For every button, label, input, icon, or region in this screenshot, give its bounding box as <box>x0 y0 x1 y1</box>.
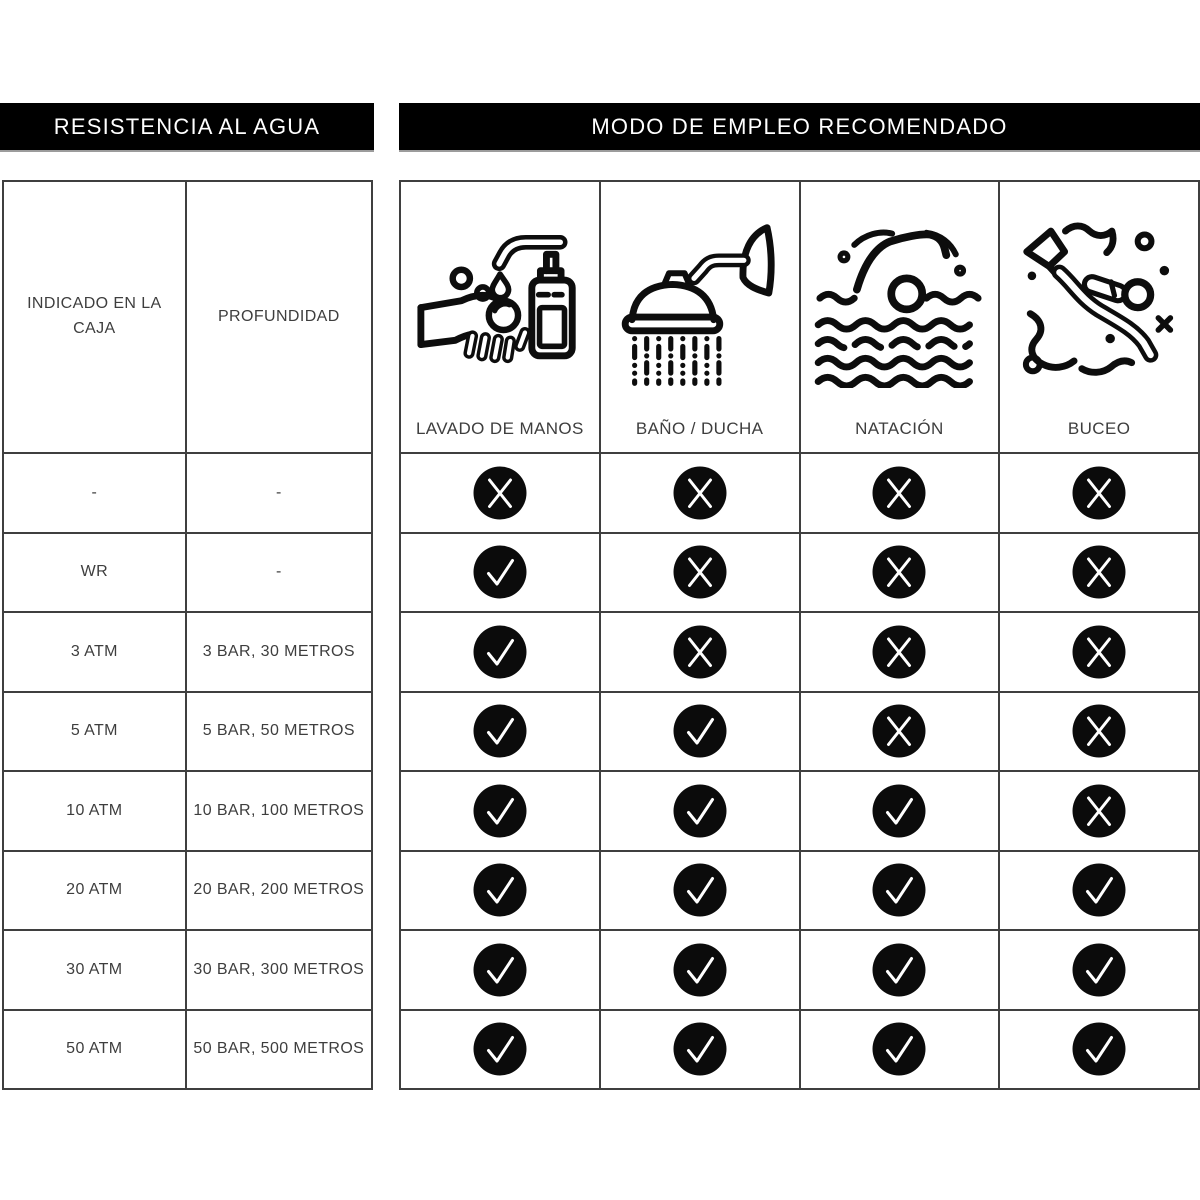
check-mark <box>801 772 999 850</box>
cell-profundidad: - <box>187 534 371 612</box>
check-mark <box>601 931 799 1009</box>
column-header-lavado <box>401 182 599 452</box>
cell-indicado-caja: - <box>4 454 185 532</box>
column-label-ducha: BAÑO / DUCHA <box>635 419 764 438</box>
cell-profundidad: - <box>187 454 371 532</box>
check-mark <box>601 1011 799 1089</box>
check-mark <box>801 852 999 930</box>
cell-profundidad: 20 BAR, 200 METROS <box>187 852 371 930</box>
column-header-buceo <box>1000 182 1198 452</box>
left-header-bar <box>0 103 374 150</box>
cross-mark <box>801 613 999 691</box>
cell-profundidad: 50 BAR, 500 METROS <box>187 1011 371 1089</box>
column-header-indicado-label: INDICADO EN LA CAJA <box>27 295 162 337</box>
cell-profundidad: 5 BAR, 50 METROS <box>187 693 371 771</box>
cell-indicado-caja: 10 ATM <box>4 772 185 850</box>
cell-indicado-caja: 3 ATM <box>4 613 185 691</box>
column-header-indicado <box>4 182 185 452</box>
cross-mark <box>601 454 799 532</box>
cross-mark <box>1000 454 1198 532</box>
cross-mark <box>801 454 999 532</box>
check-mark <box>401 772 599 850</box>
column-header-natacion <box>801 182 999 452</box>
column-label-natacion: NATACIÓN <box>855 419 944 438</box>
check-mark <box>1000 1011 1198 1089</box>
shower-icon <box>614 198 786 388</box>
right-header-title: MODO DE EMPLEO RECOMENDADO <box>591 113 1008 139</box>
check-mark <box>401 852 599 930</box>
cross-mark <box>601 534 799 612</box>
swimming-icon <box>813 198 985 388</box>
column-label-lavado: LAVADO DE MANOS <box>415 419 584 438</box>
column-header-profundidad-label: PROFUNDIDAD <box>217 307 340 325</box>
cross-mark <box>801 534 999 612</box>
column-header-profundidad <box>187 182 371 452</box>
check-mark <box>601 772 799 850</box>
cell-indicado-caja: 30 ATM <box>4 931 185 1009</box>
check-mark <box>401 534 599 612</box>
water-resistance-table <box>2 180 373 1090</box>
left-header-title: RESISTENCIA AL AGUA <box>53 113 321 139</box>
check-mark <box>1000 852 1198 930</box>
check-mark <box>601 852 799 930</box>
diving-icon <box>1013 198 1185 388</box>
check-mark <box>801 1011 999 1089</box>
cell-profundidad: 10 BAR, 100 METROS <box>187 772 371 850</box>
cross-mark <box>601 613 799 691</box>
check-mark <box>401 613 599 691</box>
cross-mark <box>1000 613 1198 691</box>
cell-profundidad: 3 BAR, 30 METROS <box>187 613 371 691</box>
check-mark <box>1000 931 1198 1009</box>
usage-table <box>399 180 1200 1090</box>
cell-profundidad: 30 BAR, 300 METROS <box>187 931 371 1009</box>
cross-mark <box>1000 534 1198 612</box>
cell-indicado-caja: WR <box>4 534 185 612</box>
right-header-bar <box>399 103 1200 150</box>
check-mark <box>401 693 599 771</box>
column-label-buceo: BUCEO <box>1067 419 1131 438</box>
check-mark <box>801 931 999 1009</box>
check-mark <box>401 1011 599 1089</box>
cross-mark <box>401 454 599 532</box>
handwash-icon <box>414 198 586 388</box>
check-mark <box>601 693 799 771</box>
cell-indicado-caja: 5 ATM <box>4 693 185 771</box>
cell-indicado-caja: 20 ATM <box>4 852 185 930</box>
cross-mark <box>801 693 999 771</box>
cross-mark <box>1000 772 1198 850</box>
check-mark <box>401 931 599 1009</box>
cell-indicado-caja: 50 ATM <box>4 1011 185 1089</box>
column-header-ducha <box>601 182 799 452</box>
cross-mark <box>1000 693 1198 771</box>
